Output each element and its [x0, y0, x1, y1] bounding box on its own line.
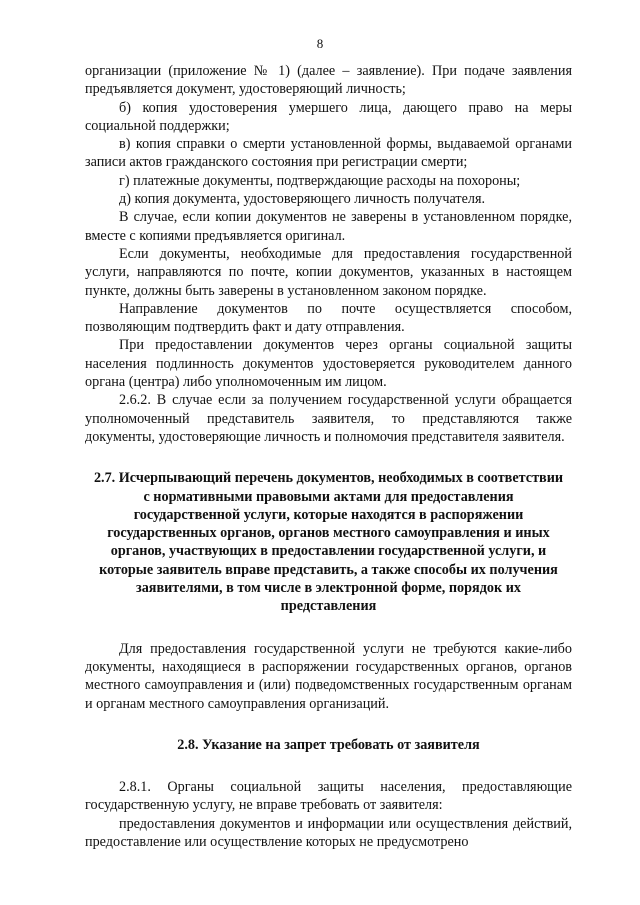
list-item-v: в) копия справки о смерти установленной формы, выдаваемой органами записи актов гражданского состояния при регистрации смерти; — [85, 136, 572, 171]
paragraph-continuation: организации (приложение № 1) (далее – заявление). При подаче заявления предъявляется документ, удостоверяющий личность; — [85, 63, 572, 98]
paragraph-authenticity: При предоставлении документов через органы социальной защиты населения подлинность документов удостоверяется руководителем данного органа (центра) либо уполномоченным им лицом. — [85, 337, 572, 391]
section-2-8-heading: 2.8. Указание на запрет требовать от заявителя — [177, 736, 480, 753]
section-2-7-heading: 2.7. Исчерпывающий перечень документов, необходимых в соответствии с нормативными правовыми актами для предоставления государственной услуги, которые находятся в распоряжении государственных органов, органов местного самоуправления и иных органов, участвующих в предоставлении государственной услуги, и которые заявитель вправе представить, а также способы их получения заявителями, в том числе в электронной форме, порядок их представления — [93, 470, 564, 615]
paragraph-2-6-2: 2.6.2. В случае если за получением государственной услуги обращается уполномоченный представитель заявителя, то представляются также документы, удостоверяющие личность и полномочия представителя заявителя. — [85, 392, 572, 445]
list-item-g: г) платежные документы, подтверждающие расходы на похороны; — [119, 172, 521, 189]
paragraph-2-8-1-item: предоставления документов и информации или осуществления действий, предоставление или осуществление которых не предусмотрено — [85, 815, 572, 850]
paragraph-copies-not-certified: В случае, если копии документов не заверены в установленном порядке, вместе с копиями предъявляется оригинал. — [85, 209, 572, 244]
list-item-d: д) копия документа, удостоверяющего личность получателя. — [119, 191, 486, 208]
paragraph-mail-method: Направление документов по почте осуществляется способом, позволяющим подтвердить факт и дату отправления. — [85, 300, 572, 336]
document-body — [85, 62, 572, 851]
paragraph-2-8-1: 2.8.1. Органы социальной защиты населения, предоставляющие государственную услугу, не вправе требовать от заявителя: — [85, 779, 572, 814]
list-item-b: б) копия удостоверения умершего лица, дающего право на меры социальной поддержки; — [85, 99, 572, 134]
paragraph-documents-by-mail: Если документы, необходимые для предоставления государственной услуги, направляются по почте, копии документов, указанных в настоящем пункте, должны быть заверены в установленном законом порядке. — [85, 245, 572, 299]
page-number: 8 — [316, 36, 324, 51]
section-2-7-text: Для предоставления государственной услуги не требуются какие-либо документы, находящиеся в распоряжении государственных органов, органов местного самоуправления и (или) подведомственных государственным органам и органам местного самоуправления организаций. — [85, 640, 572, 712]
